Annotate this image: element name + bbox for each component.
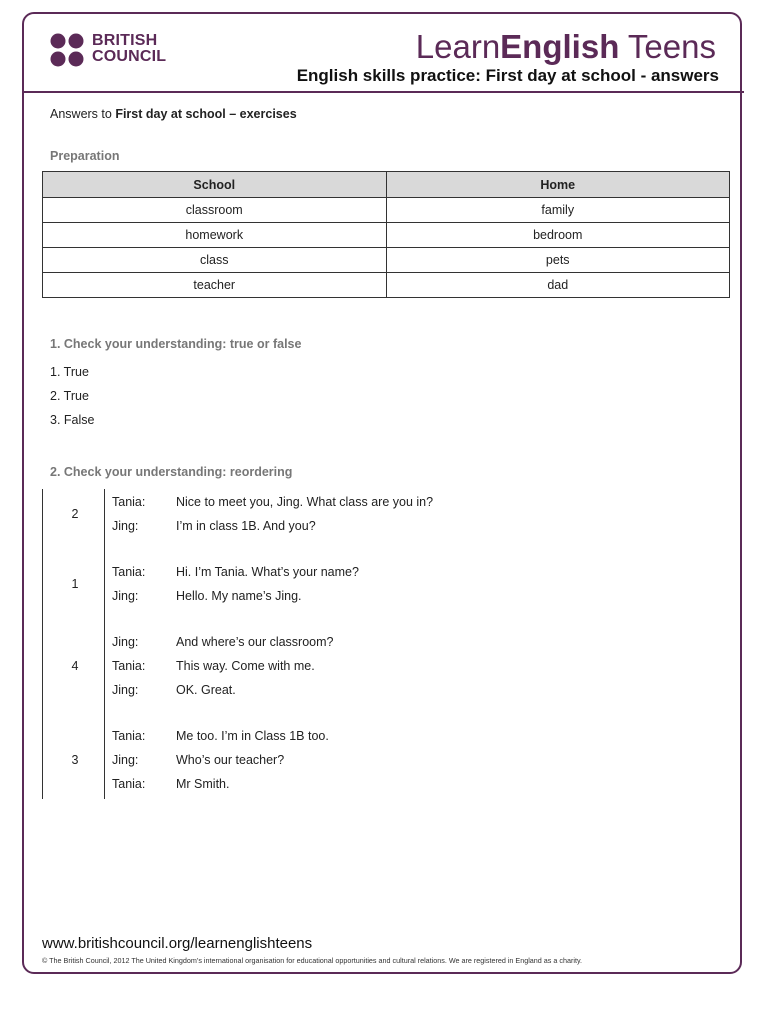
footer-legal-text: © The British Council, 2012 The United Kingdom’s international organisation for educational opportunities and cultural relations. We are registered in England as a charity. bbox=[42, 956, 583, 965]
table-cell: family bbox=[386, 198, 730, 223]
table-header-row bbox=[43, 172, 730, 198]
table-row bbox=[43, 198, 730, 223]
table-cell: dad bbox=[386, 273, 730, 298]
learnenglish-teens-logo: LearnEnglish Teens bbox=[415, 28, 716, 65]
table-cell: teacher bbox=[43, 273, 387, 298]
intro-line: Answers to First day at school – exercises bbox=[50, 107, 297, 121]
table-cell: classroom bbox=[43, 198, 387, 223]
table-cell: class bbox=[43, 248, 387, 273]
preparation-title: Preparation bbox=[50, 149, 120, 163]
order-number: 3 bbox=[71, 753, 79, 767]
table-cell: homework bbox=[43, 223, 387, 248]
dialogue-line: Jing: OK. Great. bbox=[112, 683, 236, 697]
dialogue-line: Jing: And where’s our classroom? bbox=[112, 635, 334, 649]
header-divider bbox=[22, 91, 744, 93]
british-council-wordmark: BRITISH COUNCIL bbox=[92, 32, 167, 65]
british-council-dots-icon bbox=[50, 33, 86, 69]
dialogue-line: Tania: Mr Smith. bbox=[112, 777, 230, 791]
table-row bbox=[43, 248, 730, 273]
true-false-answers bbox=[50, 365, 94, 437]
document-title: English skills practice: First day at school - answers bbox=[296, 66, 719, 85]
dialogue-line: Tania: Nice to meet you, Jing. What class are you in? bbox=[112, 495, 434, 509]
british-council-logo bbox=[50, 33, 180, 69]
order-number: 4 bbox=[71, 659, 79, 673]
table-row bbox=[43, 273, 730, 298]
list-item: 1. True bbox=[50, 365, 89, 379]
table-border bbox=[42, 489, 43, 799]
column-header-home: Home bbox=[386, 172, 730, 198]
list-item: 2. True bbox=[50, 389, 89, 403]
order-number: 2 bbox=[71, 507, 79, 521]
dialogue-line: Jing: Who’s our teacher? bbox=[112, 753, 285, 767]
column-divider bbox=[104, 489, 105, 799]
true-false-title: 1. Check your understanding: true or false bbox=[50, 337, 302, 351]
dialogue-line: Tania: Hi. I’m Tania. What’s your name? bbox=[112, 565, 359, 579]
preparation-table bbox=[42, 171, 730, 298]
table-cell: bedroom bbox=[386, 223, 730, 248]
dialogue-line: Jing: Hello. My name’s Jing. bbox=[112, 589, 302, 603]
dialogue-line: Jing: I’m in class 1B. And you? bbox=[112, 519, 316, 533]
column-header-school: School bbox=[43, 172, 387, 198]
reordering-title: 2. Check your understanding: reordering bbox=[50, 465, 293, 479]
table-cell: pets bbox=[386, 248, 730, 273]
footer-url-link[interactable]: www.britishcouncil.org/learnenglishteens bbox=[42, 935, 313, 952]
dialogue-line: Tania: Me too. I’m in Class 1B too. bbox=[112, 729, 329, 743]
order-number: 1 bbox=[71, 577, 79, 591]
list-item: 3. False bbox=[50, 413, 95, 427]
table-row bbox=[43, 223, 730, 248]
dialogue-line: Tania: This way. Come with me. bbox=[112, 659, 315, 673]
reordering-answers bbox=[42, 489, 542, 799]
